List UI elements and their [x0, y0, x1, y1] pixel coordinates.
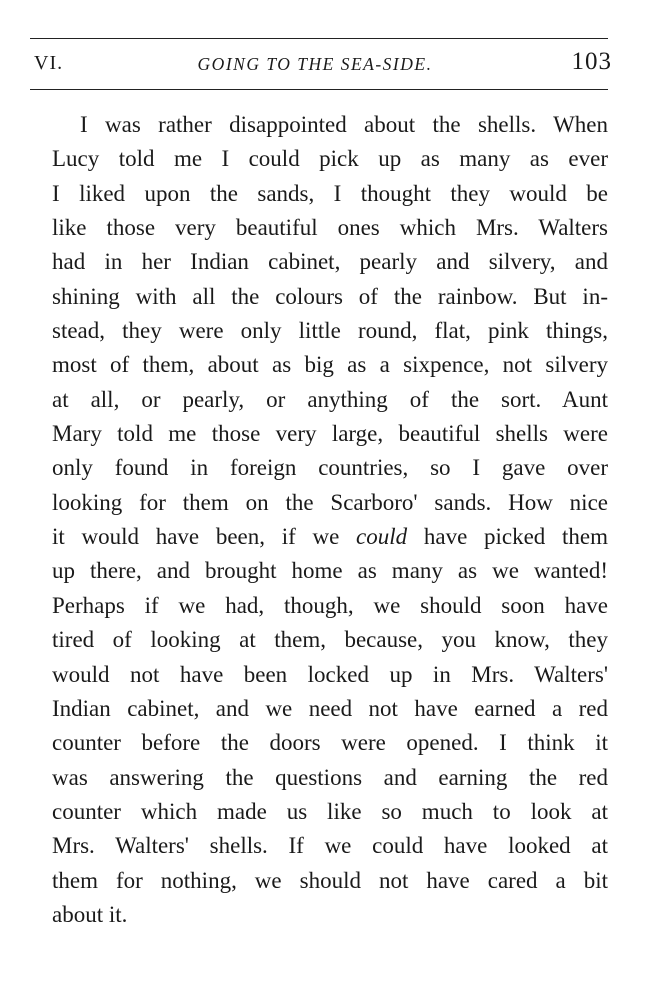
text-line: up there, and brought home as many as we wanted!: [52, 558, 608, 584]
header-rule-top: [30, 38, 608, 39]
running-title: GOING TO THE SEA-SIDE.: [197, 54, 433, 74]
text-segment: it would have been, if we: [52, 524, 357, 550]
running-head: [30, 46, 620, 82]
text-line: them for nothing, we should not have cared a bit: [52, 867, 608, 893]
text-line: had in her Indian cabinet, pearly and silvery, and: [52, 249, 608, 275]
text-line: like those very beautiful ones which Mrs. Walters: [52, 215, 608, 241]
text-line: I was rather disappointed about the shells. When: [80, 112, 608, 137]
italic-emphasis: could: [356, 524, 408, 550]
text-line: counter which made us like so much to look at: [52, 798, 608, 824]
chapter-number: VI.: [34, 52, 64, 74]
text-line: I liked upon the sands, I thought they would be: [52, 180, 608, 206]
header-rule-bottom: [30, 89, 608, 90]
text-line: shining with all the colours of the rainbow. But in-: [52, 283, 608, 309]
text-line: Lucy told me I could pick up as many as ever: [52, 146, 608, 172]
text-line: Indian cabinet, and we need not have earned a red: [52, 695, 608, 721]
page-number: 103: [571, 48, 612, 75]
text-line: would not have been locked up in Mrs. Walters': [52, 661, 608, 687]
text-line: counter before the doors were opened. I think it: [52, 730, 608, 756]
text-line: stead, they were only little round, flat, pink things,: [52, 318, 608, 344]
text-line: Mrs. Walters' shells. If we could have looked at: [52, 833, 608, 859]
text-line: Mary told me those very large, beautiful shells were: [52, 421, 608, 447]
text-line-with-italic: [52, 520, 608, 554]
text-line: Perhaps if we had, though, we should soon have: [52, 592, 608, 618]
text-segment: have picked them: [407, 524, 608, 550]
text-line: most of them, about as big as a sixpence, not silvery: [52, 352, 608, 378]
text-line: looking for them on the Scarboro' sands. How nice: [52, 489, 608, 515]
body-paragraph: [52, 108, 608, 932]
text-line: at all, or pearly, or anything of the sort. Aunt: [52, 386, 608, 412]
text-line: was answering the questions and earning the red: [52, 764, 608, 790]
text-line: only found in foreign countries, so I gave over: [52, 455, 608, 481]
text-line: about it.: [52, 901, 128, 927]
text-line: tired of looking at them, because, you know, they: [52, 627, 608, 653]
